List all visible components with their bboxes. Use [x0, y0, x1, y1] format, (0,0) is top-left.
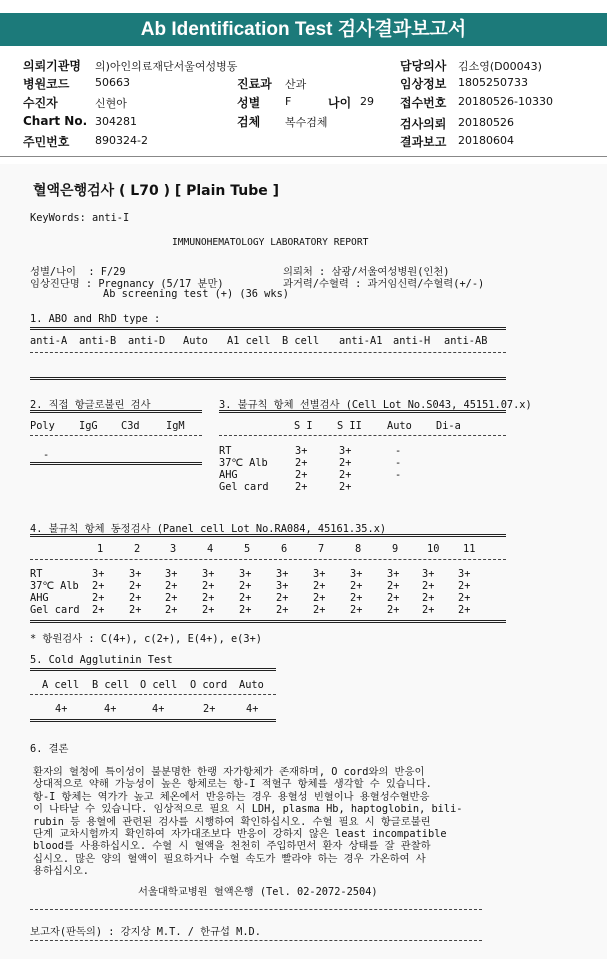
sec1-header-cell: A1 cell [227, 335, 271, 347]
sec3-row-label: AHG [219, 469, 238, 481]
doctor-label: 담당의사 [400, 59, 447, 73]
conclusion-line: 이 나타날 수 있습니다. 임상적으로 필요 시 LDH, plasma Hb, haptoglobin, bili- [33, 803, 463, 816]
sec4-cell: 2+ [276, 592, 289, 604]
sec4-row-label: AHG [30, 592, 49, 604]
referral: 의뢰처 : 삼광/서울여성병원(인천) [283, 266, 450, 278]
chart-label: Chart No. [23, 114, 88, 128]
sec4-header-cell: 2 [134, 543, 141, 555]
rule [30, 694, 276, 695]
sec4-cell: 2+ [387, 604, 400, 616]
sec3-row-label: Gel card [219, 481, 269, 493]
sex-age: 성별/나이 : F/29 [30, 266, 126, 278]
specimen-value: 복수검체 [285, 116, 328, 129]
sec4-cell: 2+ [350, 604, 363, 616]
sec4-cell: 2+ [422, 580, 435, 592]
sex-value: F [285, 95, 292, 108]
id-value: 890324-2 [95, 134, 148, 147]
sec5-title: 5. Cold Agglutinin Test [30, 654, 173, 666]
sec5-value-cell: 4+ [152, 703, 165, 715]
diagnosis: 임상진단명 : Pregnancy (5/17 분만) [30, 278, 224, 290]
sec3-cell: 2+ [295, 469, 308, 481]
conclusion-line: 상대적으로 약해 가능성이 높은 항체로는 항-I 적혈구 항체를 생각할 수 있습니다. [33, 778, 432, 791]
sec4-header-cell: 6 [281, 543, 288, 555]
sec1-header-cell: B cell [282, 335, 320, 347]
sec4-cell: 2+ [276, 604, 289, 616]
double-rule [30, 410, 202, 413]
sec3-title: 3. 불규칙 항체 선별검사 (Cell Lot No.S043, 45151.07.x) [219, 399, 532, 411]
sheet-heading: 혈액은행검사 ( L70 ) [ Plain Tube ] [33, 183, 280, 199]
sec3-cell: 2+ [295, 457, 308, 469]
institution-label: 의뢰기관명 [23, 59, 81, 73]
request-value: 20180526 [458, 116, 514, 129]
conclusion-line: 용하십시오. [33, 865, 89, 878]
sec4-cell: 3+ [129, 568, 142, 580]
age-value: 29 [360, 95, 374, 108]
department-value: 산과 [285, 78, 307, 91]
sec4-cell: 2+ [239, 604, 252, 616]
sec5-value-cell: 2+ [203, 703, 216, 715]
sec3-cell: - [395, 457, 402, 469]
sec4-header-cell: 10 [427, 543, 440, 555]
rule [219, 435, 506, 436]
sec4-cell: 2+ [313, 580, 326, 592]
hospital-code-label: 병원코드 [23, 77, 70, 91]
sec5-header-cell: O cell [140, 679, 178, 691]
sec4-header-cell: 3 [170, 543, 177, 555]
header-divider [0, 156, 607, 157]
sec2-header-cell: IgG [79, 420, 98, 432]
report-date-value: 20180604 [458, 134, 514, 147]
sec4-cell: 2+ [387, 580, 400, 592]
sec4-cell: 3+ [165, 568, 178, 580]
sec4-cell: 3+ [350, 568, 363, 580]
conclusion-line: 항-I 항체는 역가가 높고 체온에서 반응하는 경우 용혈성 빈혈이나 용혈성수혈반응 [33, 790, 430, 803]
sec4-cell: 3+ [92, 568, 105, 580]
sec6-title: 6. 결론 [30, 743, 69, 755]
sec4-cell: 3+ [276, 580, 289, 592]
sec5-header-cell: B cell [92, 679, 130, 691]
sec4-cell: 2+ [313, 592, 326, 604]
sec4-cell: 2+ [129, 592, 142, 604]
institution-value: 의)아인의료재단서울여성병동 [95, 60, 238, 73]
sec1-header-cell: anti-B [79, 335, 117, 347]
keywords: KeyWords: anti-I [30, 212, 130, 224]
sec4-cell: 2+ [387, 592, 400, 604]
sec4-cell: 2+ [458, 592, 471, 604]
sec4-cell: 2+ [202, 592, 215, 604]
sec3-row-label: 37℃ Alb [219, 457, 268, 469]
sec5-header-cell: A cell [42, 679, 80, 691]
sec1-header-cell: anti-A1 [339, 335, 383, 347]
sec3-cell: 2+ [339, 481, 352, 493]
sec3-cell: 3+ [295, 445, 308, 457]
report-sheet [0, 164, 607, 959]
sex-label: 성별 [237, 96, 261, 110]
doctor-value: 김소영(D00043) [458, 60, 542, 73]
sec3-header-cell: Auto [387, 420, 412, 432]
sec4-title: 4. 불규칙 항체 동정검사 (Panel cell Lot No.RA084, 45161.35.x) [30, 523, 387, 535]
sec5-value-cell: 4+ [104, 703, 117, 715]
sec4-cell: 2+ [239, 592, 252, 604]
conclusion-line: blood를 사용하십시오. 수혈 시 혈액을 천천히 주입하면서 환자 상태를 잘 관찰하 [33, 840, 431, 853]
sec4-cell: 3+ [387, 568, 400, 580]
rule [30, 909, 482, 910]
conclusion-line: rubin 등 용혈에 관련된 검사를 시행하여 확인하십시오. 수혈 필요 시 항글로불린 [33, 815, 431, 828]
sec1-title: 1. ABO and RhD type : [30, 313, 161, 325]
id-label: 주민번호 [23, 135, 70, 149]
report-title: Ab Identification Test 검사결과보고서 [0, 13, 607, 46]
sec3-cell: - [395, 469, 402, 481]
sec4-header-cell: 5 [244, 543, 251, 555]
sec5-value-cell: 4+ [55, 703, 68, 715]
double-rule [30, 719, 276, 722]
sec3-cell: - [395, 445, 402, 457]
sec4-cell: 2+ [350, 592, 363, 604]
sec4-cell: 2+ [165, 592, 178, 604]
double-rule [30, 620, 506, 623]
sec4-cell: 3+ [458, 568, 471, 580]
report-date-label: 결과보고 [400, 135, 447, 149]
sec4-cell: 2+ [202, 580, 215, 592]
sec1-header-cell: anti-H [393, 335, 431, 347]
department-label: 진료과 [237, 77, 272, 91]
sec3-cell: 3+ [339, 445, 352, 457]
sec4-cell: 3+ [313, 568, 326, 580]
request-label: 검사의뢰 [400, 117, 447, 131]
double-rule [30, 327, 506, 330]
antigen-note: * 항원검사 : C(4+), c(2+), E(4+), e(3+) [30, 633, 262, 645]
sec4-cell: 2+ [239, 580, 252, 592]
sec4-cell: 2+ [129, 580, 142, 592]
sec1-header-cell: anti-AB [444, 335, 488, 347]
sec4-cell: 3+ [276, 568, 289, 580]
rule [30, 435, 202, 436]
sec4-header-cell: 9 [392, 543, 399, 555]
sec4-header-cell: 8 [355, 543, 362, 555]
hospital-code-value: 50663 [95, 76, 130, 89]
sec3-header-cell: S I [294, 420, 313, 432]
sec4-cell: 2+ [92, 580, 105, 592]
rule [30, 559, 506, 560]
sec3-header-cell: S II [337, 420, 362, 432]
sec4-header-cell: 11 [463, 543, 476, 555]
sec4-cell: 2+ [202, 604, 215, 616]
sec4-row-label: RT [30, 568, 43, 580]
sec4-cell: 2+ [458, 604, 471, 616]
conclusion-line: 환자의 혈청에 특이성이 불분명한 한랭 자가항체가 존재하며, O cord와의 반응이 [33, 766, 425, 778]
specimen-label: 검체 [237, 115, 261, 129]
double-rule [30, 534, 506, 537]
rule [30, 352, 506, 353]
patient-label: 수진자 [23, 96, 58, 110]
sec4-cell: 3+ [422, 568, 435, 580]
patient-value: 신현아 [95, 97, 127, 110]
sec5-header-cell: Auto [239, 679, 264, 691]
conclusion-line: 단계 교차시험까지 확인하여 자가대조보다 반응이 강하지 않은 least incompatible [33, 828, 447, 840]
sec4-cell: 3+ [202, 568, 215, 580]
sec4-cell: 3+ [239, 568, 252, 580]
sec2-header-cell: Poly [30, 420, 55, 432]
rule [30, 940, 482, 941]
sec3-header-cell: Di-a [436, 420, 461, 432]
conclusion-line: 십시오. 많은 양의 혈액이 필요하거나 수혈 속도가 빨라야 하는 경우 가온하여 사 [33, 852, 426, 865]
sec4-cell: 2+ [129, 604, 142, 616]
sec3-row-label: RT [219, 445, 232, 457]
sec2-header-cell: IgM [166, 420, 185, 432]
accession-label: 접수번호 [400, 96, 447, 110]
double-rule [30, 668, 276, 671]
sec4-header-cell: 1 [97, 543, 104, 555]
sec2-value: - [43, 449, 50, 461]
sec4-row-label: 37℃ Alb [30, 580, 79, 592]
double-rule [30, 377, 506, 380]
sec4-cell: 2+ [92, 592, 105, 604]
sec4-row-label: Gel card [30, 604, 80, 616]
accession-value: 20180526-10330 [458, 95, 553, 108]
reporter: 보고자(판독의) : 강지상 M.T. / 한규섭 M.D. [30, 926, 261, 938]
clinical-value: 1805250733 [458, 76, 528, 89]
chart-value: 304281 [95, 115, 137, 128]
sec4-header-cell: 4 [207, 543, 214, 555]
sec3-cell: 2+ [339, 469, 352, 481]
sec5-header-cell: O cord [190, 679, 228, 691]
sec3-cell: 2+ [295, 481, 308, 493]
sec4-cell: 2+ [165, 604, 178, 616]
sec2-header-cell: C3d [121, 420, 140, 432]
clinical-label: 임상정보 [400, 77, 447, 91]
double-rule [30, 462, 202, 465]
sec1-header-cell: anti-D [128, 335, 166, 347]
sec4-cell: 2+ [422, 592, 435, 604]
sec4-cell: 2+ [313, 604, 326, 616]
age-label: 나이 [328, 96, 352, 110]
sec4-cell: 2+ [422, 604, 435, 616]
sec1-header-cell: anti-A [30, 335, 68, 347]
sec1-header-cell: Auto [183, 335, 208, 347]
history: 과거력/수혈력 : 과거임신력/수혈력(+/-) [283, 278, 485, 290]
sec4-cell: 2+ [92, 604, 105, 616]
sec4-cell: 2+ [165, 580, 178, 592]
screening: Ab screening test (+) (36 wks) [103, 288, 289, 300]
sec3-cell: 2+ [339, 457, 352, 469]
double-rule [219, 410, 506, 413]
sec4-header-cell: 7 [318, 543, 325, 555]
sec4-cell: 2+ [350, 580, 363, 592]
footer-org: 서울대학교병원 혈액은행 (Tel. 02-2072-2504) [138, 886, 378, 898]
sec4-cell: 2+ [458, 580, 471, 592]
sec5-value-cell: 4+ [246, 703, 259, 715]
sec2-title: 2. 직접 항글로불린 검사 [30, 399, 151, 411]
lab-title: IMMUNOHEMATOLOGY LABORATORY REPORT [172, 237, 369, 248]
